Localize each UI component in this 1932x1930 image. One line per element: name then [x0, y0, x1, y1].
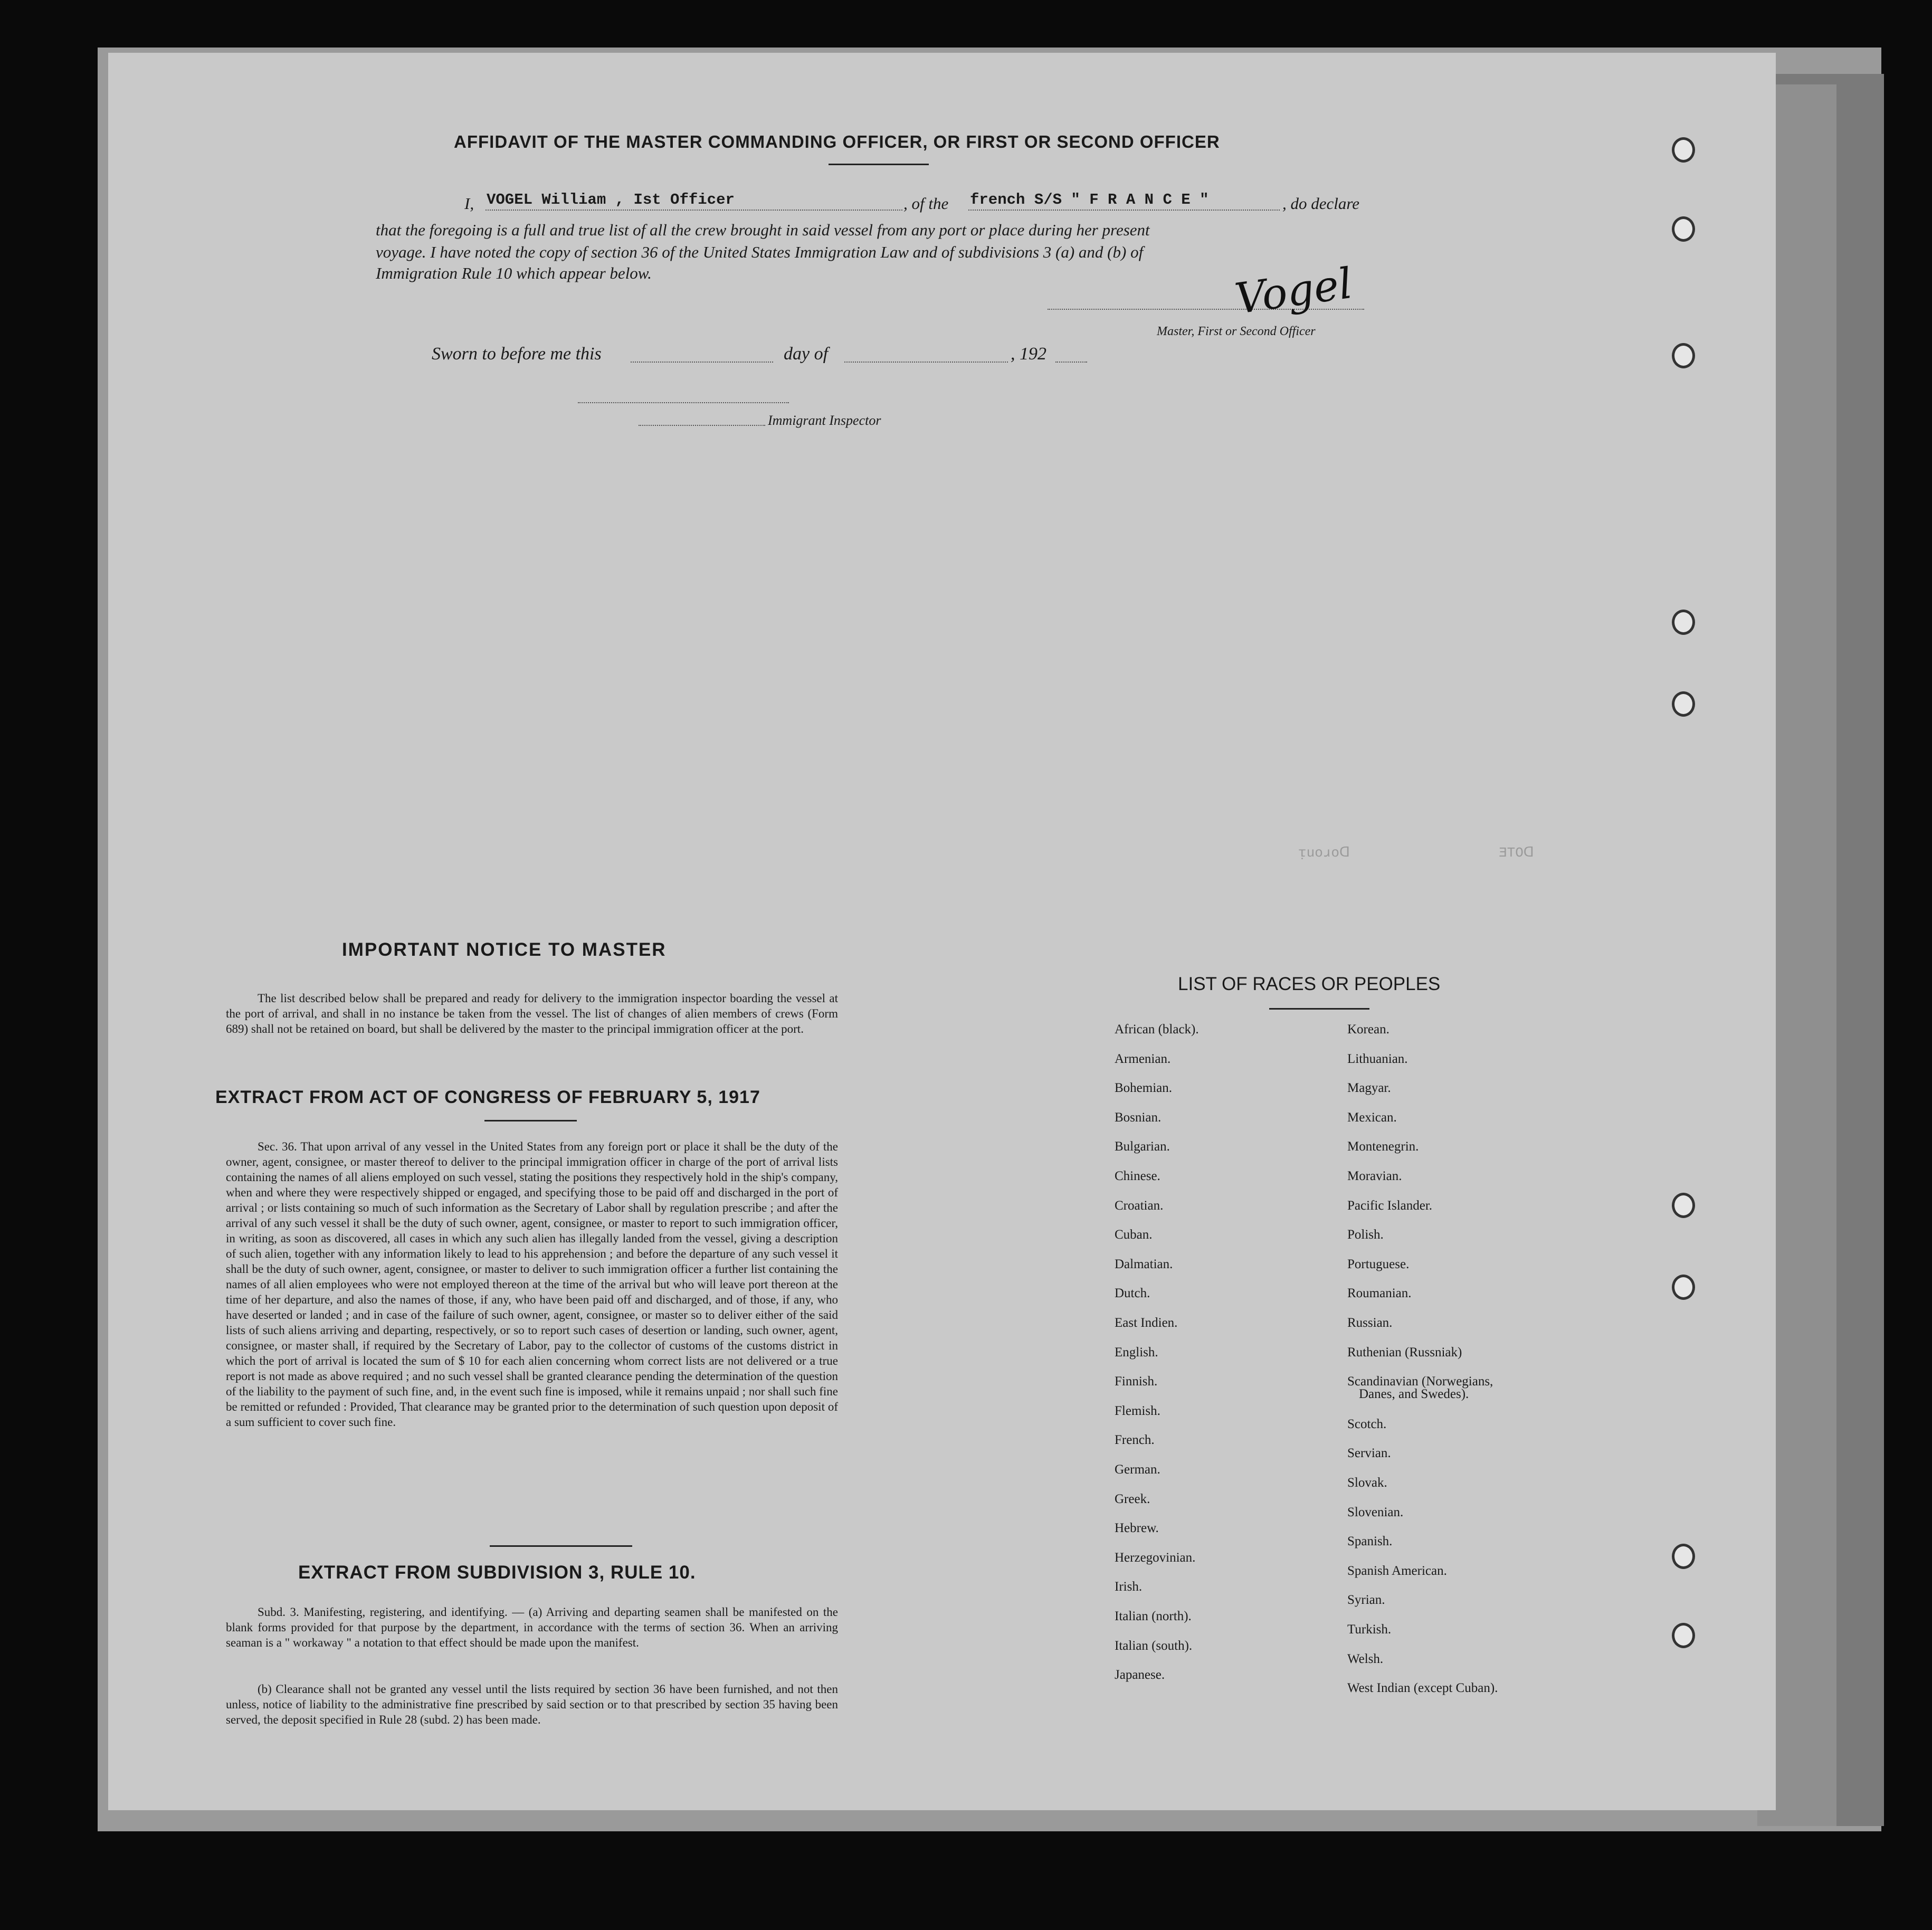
race-item: Russian. [1347, 1316, 1393, 1330]
bleed-through-text: ᴉuoɹoᗡ [1298, 845, 1350, 861]
document-sheet [108, 53, 1776, 1810]
day-of-label: day of [784, 344, 829, 364]
title-rule [829, 164, 929, 165]
bleed-through-text: ƎTOᗡ [1499, 845, 1534, 861]
race-item: Servian. [1347, 1446, 1391, 1461]
rule-text-b: (b) Clearance shall not be granted any vessel until the lists required by section 36 have been furnished, and not then unless, notice of liability to the administrative fine prescribed by said section or to that prescribed by section 35 having been served, the deposit specified in Rule 28 (subd. 2) has been made. [226, 1682, 838, 1726]
race-item: African (black). [1115, 1022, 1199, 1037]
race-item: Japanese. [1115, 1668, 1165, 1682]
race-item: Slovenian. [1347, 1505, 1404, 1519]
punch-hole [1672, 137, 1695, 163]
race-item: Bohemian. [1115, 1081, 1173, 1096]
vessel-line [968, 210, 1280, 211]
race-item: Spanish American. [1347, 1563, 1447, 1578]
race-item: East Indien. [1115, 1316, 1178, 1330]
declarant-name: VOGEL William , Ist Officer [487, 191, 735, 208]
affidavit-line-4: Immigration Rule 10 which appear below. [376, 264, 652, 282]
punch-hole [1672, 216, 1695, 242]
race-item: Korean. [1347, 1022, 1389, 1037]
race-item: Armenian. [1115, 1051, 1171, 1066]
race-item: Greek. [1115, 1491, 1150, 1506]
race-item: Croatian. [1115, 1198, 1164, 1213]
race-item: Italian (south). [1115, 1638, 1193, 1653]
punch-hole [1672, 1544, 1695, 1569]
race-item: Dalmatian. [1115, 1257, 1173, 1271]
signature: Vogel [1232, 258, 1356, 324]
affidavit-line-3: voyage. I have noted the copy of section 36 of the United States Immigration Law and of subdivisions 3 (a) and (b) of [376, 243, 1144, 261]
sworn-label: Sworn to before me this [432, 344, 602, 364]
race-item: English. [1115, 1345, 1158, 1359]
punch-hole [1672, 343, 1695, 368]
race-item: Herzegovinian. [1115, 1550, 1196, 1565]
declarant-prefix: I, [464, 194, 474, 213]
race-item: Mexican. [1347, 1110, 1397, 1125]
race-item: Finnish. [1115, 1374, 1158, 1389]
punch-hole [1672, 1275, 1695, 1300]
signature-caption: Master, First or Second Officer [1157, 325, 1316, 338]
inspector-line-2 [639, 425, 765, 426]
punch-hole [1672, 1623, 1695, 1648]
act-title: EXTRACT FROM ACT OF CONGRESS OF FEBRUARY 5, 1917 [215, 1087, 760, 1107]
race-item: Scotch. [1347, 1416, 1387, 1431]
race-item: Polish. [1347, 1228, 1384, 1242]
declarant-line [486, 210, 902, 211]
race-item: German. [1115, 1462, 1160, 1477]
race-item: Montenegrin. [1347, 1139, 1419, 1154]
punch-hole [1672, 1193, 1695, 1218]
race-item: Scandinavian (Norwegians, [1347, 1374, 1493, 1389]
race-item: Syrian. [1347, 1593, 1385, 1608]
race-item: Magyar. [1347, 1081, 1391, 1096]
race-item: Slovak. [1347, 1476, 1387, 1490]
rule-text-a: Subd. 3. Manifesting, registering, and identifying. — (a) Arriving and departing seamen shall be manifested on the blank forms provided for that purpose by the department, in accordance with the terms of section 36. When an arriving seaman is a " workaway " a notation to that effect should be made upon the manifest. [226, 1605, 838, 1649]
race-item: Welsh. [1347, 1651, 1384, 1666]
race-item: Turkish. [1347, 1622, 1392, 1637]
affidavit-title: AFFIDAVIT OF THE MASTER COMMANDING OFFICER, OR FIRST OR SECOND OFFICER [454, 132, 1220, 151]
act-rule [484, 1120, 577, 1121]
races-title: LIST OF RACES OR PEOPLES [1178, 974, 1441, 994]
race-item: Italian (north). [1115, 1609, 1192, 1623]
vessel-name: french S/S " F R A N C E " [970, 191, 1209, 208]
affidavit-line-2: that the foregoing is a full and true list of all the crew brought in said vessel from any port or place during her present [376, 221, 1150, 239]
of-the-label: , of the [903, 194, 949, 213]
notice-title: IMPORTANT NOTICE TO MASTER [342, 939, 667, 960]
race-item: Moravian. [1347, 1169, 1402, 1183]
race-item: Ruthenian (Russniak) [1347, 1345, 1462, 1359]
race-item: Dutch. [1115, 1286, 1150, 1301]
race-item: West Indian (except Cuban). [1347, 1681, 1498, 1696]
race-item: Irish. [1115, 1580, 1143, 1594]
race-item: Bosnian. [1115, 1110, 1162, 1125]
punch-hole [1672, 610, 1695, 635]
race-item: Roumanian. [1347, 1286, 1412, 1301]
do-declare-label: , do declare [1282, 194, 1360, 213]
race-item: Chinese. [1115, 1169, 1160, 1183]
inspector-caption: Immigrant Inspector [768, 413, 881, 428]
race-scandinavian-cont: Danes, and Swedes). [1359, 1387, 1469, 1401]
year-label: , 192 [1011, 344, 1046, 364]
race-item: Cuban. [1115, 1228, 1153, 1242]
race-item: French. [1115, 1433, 1155, 1448]
act-text: Sec. 36. That upon arrival of any vessel in the United States from any foreign port or place it shall be the duty of the owner, agent, consignee, or master thereof to deliver to the principal immigration officer in charge of the port of arrival lists containing the names of all aliens employed on such vessel, stating the positions they respectively hold in the ship's company, when and where they were respectively shipped or engaged, and specifying those to be paid off and discharged in the port of arrival ; or lists containing so much of such information as the Secretary of Labor shall by regulation prescribe ; and after the arrival of any such vessel it shall be the duty of such owner, agent, consignee, or master to report to such immigration officer, in writing, as soon as discovered, all cases in which any such alien has illegally landed from the vessel, giving a description of such alien, together with any information likely to lead to his apprehension ; and before the departure of any such vessel it shall be the duty of such owner, agent, consignee, or master to deliver to such immigration officer a further list containing the names of all alien employees who were not employed thereon at the time of the arrival but who will leave port thereon at the time of her departure, and also the names of those, if any, who have been paid off and discharged, and of those, if any, who have deserted or landed ; and in case of the failure of such owner, agent, consignee, or master so to deliver either of the said lists of such aliens arriving and departing, respectively, or so to report such cases of desertion or landing, such owner, agent, consignee, or master shall, if required by the Secretary of Labor, pay to the collector of customs of the customs district in which the port of arrival is located the sum of $ 10 for each alien concerning whom correct lists are not delivered or a true report is not made as above required ; and no such vessel shall be granted clearance pending the determination of the question of the liability to the payment of such fine, and, in the event such fine is imposed, while it remains unpaid ; nor shall such fine be remitted or refunded : Provided, That clearance may be granted prior to the determination of such question upon deposit of a sum sufficient to cover such fine. [226, 1140, 838, 1429]
punch-hole [1672, 691, 1695, 717]
race-item: Portuguese. [1347, 1257, 1410, 1271]
rule-title: EXTRACT FROM SUBDIVISION 3, RULE 10. [298, 1562, 696, 1583]
rule-separator [490, 1545, 632, 1547]
race-item: Lithuanian. [1347, 1051, 1408, 1066]
races-rule [1269, 1008, 1369, 1010]
race-item: Pacific Islander. [1347, 1198, 1433, 1213]
sworn-month-line [844, 362, 1008, 363]
inspector-line-1 [578, 402, 789, 403]
race-item: Bulgarian. [1115, 1139, 1170, 1154]
notice-text: The list described below shall be prepared and ready for delivery to the immigration inspector boarding the vessel at the port of arrival, and shall in no instance be taken from the vessel. The list of changes of alien members of crews (Form 689) shall not be retained on board, but shall be delivered by the master to the principal immigration officer at the port. [226, 992, 838, 1035]
race-item: Flemish. [1115, 1403, 1160, 1418]
sworn-day-line [631, 362, 773, 363]
race-item: Spanish. [1347, 1534, 1393, 1549]
race-item: Hebrew. [1115, 1521, 1159, 1536]
sworn-year-line [1055, 362, 1087, 363]
